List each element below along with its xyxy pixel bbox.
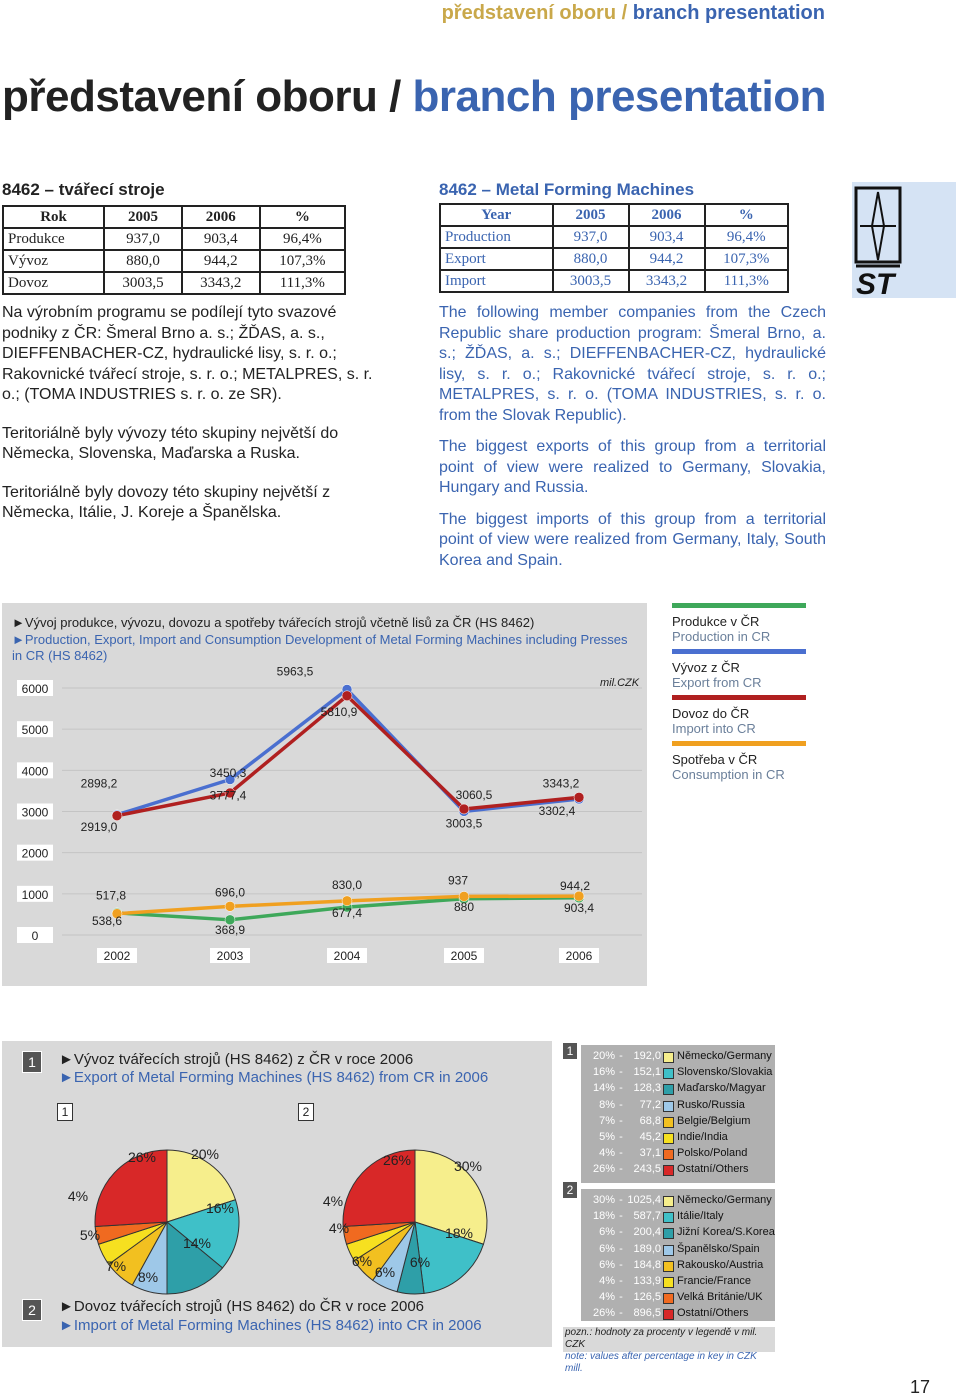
logo-emblem-icon — [852, 182, 956, 298]
table-cell: 944,2 — [182, 250, 260, 272]
legend-separator: - — [619, 1291, 623, 1304]
data-label: 2898,2 — [80, 776, 118, 791]
legend-value: 192,0 — [633, 1050, 661, 1062]
x-tick-label: 2004 — [333, 949, 361, 963]
legend-separator: - — [619, 1242, 623, 1255]
en-data-table — [439, 203, 789, 293]
data-point — [342, 691, 352, 701]
pie-slice-label: 30% — [453, 1158, 483, 1174]
en_section-col-header: 2006 — [629, 204, 705, 226]
legend-value: 587,7 — [633, 1210, 661, 1223]
legend-pct: 20% — [592, 1050, 615, 1062]
pie-slice-label: 16% — [205, 1200, 235, 1216]
legend-name: Velká Británie/UK — [677, 1291, 763, 1304]
data-point — [459, 804, 469, 814]
cz-paragraph: Teritoriálně byly dovozy této skupiny největší z Německa, Itálie, J. Koreje a Španělska. — [2, 483, 331, 521]
legend-pct: 6% — [599, 1242, 615, 1255]
pie2-small-badge: 2 — [298, 1103, 314, 1121]
x-tick-label: 2003 — [216, 949, 244, 963]
running-header: představení oboru / branch presentation — [441, 2, 825, 24]
legend-value: 133,9 — [633, 1275, 661, 1287]
cz-paragraph: Na výrobním programu se podílejí tyto svazové podniky z ČR: Šmeral Brno a. s.; ŽĎAS, a. s., DIEFFENBACHER-CZ, hydraulické lisy, s. r. o.; Rakovnické tvářecí stroje, s. r. o.; METALPRES, s. r. o.; (TOMA INDUSTRIES s. r. o. ze SR). — [2, 304, 373, 403]
data-label: 3450,3 — [209, 765, 247, 780]
legend-pct: 30% — [592, 1194, 615, 1206]
data-label: 677,4 — [331, 906, 363, 921]
en-text — [439, 303, 826, 582]
legend-name: Indie/India — [677, 1131, 728, 1143]
legend-swatch — [663, 1052, 674, 1063]
legend-swatch — [663, 1196, 674, 1207]
data-label: 2919,0 — [80, 819, 118, 834]
table-row — [3, 250, 345, 272]
cz_section-col-header: % — [260, 206, 345, 228]
cz-text — [2, 303, 394, 535]
legend-label: Spotřeba v ČR — [672, 752, 758, 767]
pie-charts-panel — [2, 1041, 552, 1347]
legend-item — [672, 603, 812, 644]
table-cell: 3003,5 — [104, 272, 182, 294]
cz-data-table — [2, 205, 346, 295]
legend-name: Rakousko/Austria — [677, 1258, 764, 1271]
legend-label: Vývoz z ČR — [672, 660, 740, 675]
data-label: 696,0 — [214, 885, 246, 900]
pie2-title: ►Dovoz tvářecích strojů (HS 8462) do ČR v roce 2006 — [59, 1298, 425, 1315]
legend-row — [581, 1114, 775, 1129]
legend-row — [581, 1162, 775, 1177]
pie2-subtitle: ►Import of Metal Forming Machines (HS 8462) into CR in 2006 — [59, 1317, 482, 1334]
data-label: 5810,9 — [320, 704, 358, 719]
cz_section-col-header: 2006 — [182, 206, 260, 228]
legend-value: 45,2 — [639, 1131, 661, 1143]
cz-paragraph: Teritoriálně byly vývozy této skupiny největší do Německa, Slovenska, Maďarska a Ruska. — [2, 424, 339, 462]
legend-swatch — [672, 649, 806, 654]
legend-row — [581, 1242, 775, 1257]
data-label: 368,9 — [214, 922, 246, 937]
table-cell: Dovoz — [3, 272, 104, 294]
en_section-col-header: 2005 — [553, 204, 629, 226]
pie-legend-badge-2: 2 — [563, 1182, 577, 1198]
table-cell: 880,0 — [553, 248, 629, 270]
data-label: 3777,4 — [209, 788, 247, 803]
legend-row — [581, 1130, 775, 1145]
cz-section-heading: 8462 – tvářecí stroje — [2, 180, 165, 199]
table-row — [440, 248, 788, 270]
data-label: 880 — [453, 899, 475, 914]
cz_section-col-header: Rok — [3, 206, 104, 228]
legend-separator: - — [619, 1050, 623, 1062]
table-cell: Import — [440, 270, 553, 292]
legend-separator: - — [619, 1194, 623, 1206]
cz_section-col-header: 2005 — [104, 206, 182, 228]
legend-row — [581, 1049, 775, 1064]
legend-label-en: Export from CR — [672, 675, 762, 690]
pie1-title: ►Vývoz tvářecích strojů (HS 8462) z ČR v roce 2006 — [59, 1051, 414, 1068]
legend-name: Německo/Germany — [677, 1194, 772, 1206]
legend-name: Ostatní/Others — [677, 1307, 749, 1320]
pie-slice-label: 18% — [444, 1225, 474, 1241]
legend-swatch — [663, 1228, 674, 1239]
legend-row — [581, 1258, 775, 1273]
data-label: 517,8 — [95, 888, 127, 903]
pie-legend-note: pozn.: hodnoty za procenty v legendě v mil. CZK note: values after percentage in key in CZK mill. — [563, 1327, 775, 1352]
legend-swatch — [663, 1165, 674, 1176]
table-row — [3, 272, 345, 294]
legend-label-en: Import into CR — [672, 721, 756, 736]
table-cell: 107,3% — [705, 248, 788, 270]
legend-label-en: Production in CR — [672, 629, 771, 644]
legend-pct: 8% — [599, 1098, 615, 1111]
legend-pct: 16% — [592, 1066, 615, 1079]
legend-name: Slovensko/Slovakia — [677, 1066, 773, 1079]
legend-row — [581, 1081, 775, 1096]
legend-value: 184,8 — [633, 1258, 661, 1271]
pie-slice-label: 4% — [328, 1220, 350, 1236]
legend-value: 200,4 — [633, 1226, 661, 1239]
line-chart-subtitle: ►Production, Export, Import and Consumption Development of Metal Forming Machines including Presses in CR (HS 8462) — [12, 632, 628, 663]
pie-slice-label: 4% — [67, 1188, 89, 1204]
data-label: 903,4 — [563, 900, 595, 915]
line-chart-legend — [672, 603, 832, 783]
x-tick-label: 2005 — [450, 949, 478, 963]
table-cell: 903,4 — [629, 226, 705, 248]
legend-label: Produkce v ČR — [672, 614, 760, 629]
legend-swatch — [663, 1245, 674, 1256]
legend-swatch — [672, 695, 806, 700]
pie1-badge: 1 — [22, 1051, 42, 1073]
pie-slice-label: 5% — [79, 1227, 101, 1243]
pie-slice-label: 6% — [351, 1253, 373, 1269]
legend-name: Francie/France — [677, 1275, 751, 1287]
legend-value: 37,1 — [639, 1147, 661, 1160]
legend-name: Maďarsko/Magyar — [677, 1082, 766, 1095]
legend-label-en: Consumption in CR — [672, 767, 785, 782]
data-label: 538,6 — [91, 913, 123, 928]
legend-swatch — [663, 1068, 674, 1079]
legend-name: Španělsko/Spain — [677, 1242, 760, 1255]
table-cell: 937,0 — [104, 228, 182, 250]
table-cell: Export — [440, 248, 553, 270]
legend-name: Polsko/Poland — [677, 1147, 748, 1160]
page-number: 17 — [909, 1377, 930, 1397]
legend-value: 1025,4 — [627, 1194, 661, 1206]
legend-value: 189,0 — [633, 1242, 661, 1255]
legend-pct: 4% — [599, 1291, 615, 1304]
data-label: 830,0 — [331, 877, 363, 892]
table-cell: 111,3% — [260, 272, 345, 294]
legend-pct: 26% — [592, 1307, 615, 1320]
legend-swatch — [663, 1149, 674, 1160]
data-label: 3003,5 — [445, 816, 483, 831]
legend-item — [672, 741, 812, 782]
legend-value: 128,3 — [633, 1082, 661, 1095]
legend-row — [581, 1065, 775, 1080]
pie-slice-label: 20% — [190, 1146, 220, 1162]
table-cell: 111,3% — [705, 270, 788, 292]
table-row — [440, 226, 788, 248]
legend-pct: 4% — [599, 1147, 615, 1160]
legend-row — [581, 1225, 775, 1240]
pie1-small-badge: 1 — [57, 1103, 73, 1121]
pie-slice-label: 14% — [182, 1235, 212, 1251]
table-cell: 96,4% — [705, 226, 788, 248]
line-chart-panel — [2, 603, 647, 986]
x-tick-label: 2002 — [103, 949, 131, 963]
pie-slice-label: 8% — [137, 1269, 159, 1285]
en-paragraph: The biggest exports of this group from a territorial point of view were realized to Germany, Slovakia, Hungary and Russia. — [439, 438, 826, 496]
legend-label: Dovoz do ČR — [672, 706, 750, 721]
y-tick-label: 6000 — [21, 682, 49, 696]
legend-separator: - — [619, 1082, 623, 1095]
table-cell: 880,0 — [104, 250, 182, 272]
legend-separator: - — [619, 1114, 623, 1127]
legend-name: Rusko/Russia — [677, 1098, 745, 1111]
legend-swatch — [672, 603, 806, 608]
y-tick-label: 5000 — [21, 723, 49, 738]
legend-pct: 6% — [599, 1226, 615, 1239]
table-cell: 107,3% — [260, 250, 345, 272]
en-section-heading: 8462 – Metal Forming Machines — [439, 180, 695, 199]
data-point — [342, 896, 352, 906]
pie2-legend-list — [581, 1189, 775, 1321]
legend-swatch — [663, 1261, 674, 1272]
legend-separator: - — [619, 1275, 623, 1287]
table-cell: 3343,2 — [182, 272, 260, 294]
legend-row — [581, 1193, 775, 1208]
legend-value: 68,8 — [639, 1114, 661, 1127]
legend-pct: 26% — [592, 1163, 615, 1176]
en-paragraph: The biggest imports of this group from a territorial point of view were realized from Germany, Italy, South Korea and Spain. — [439, 510, 826, 569]
legend-pct: 6% — [599, 1258, 615, 1271]
en-paragraph: The following member companies from the Czech Republic share production program: Šmeral Brno, a. s.; ŽĎAS, a. s.; DIEFFENBACHER-CZ, hydraulické lisy, s. r. o.; Rakovnické tvářecí stroje, s. r. o.; METALPRES, s. r. o. (TOMA INDUSTRIES, s. r. o. from the Slovak Republic). — [439, 304, 826, 424]
line-chart-title: ►Vývoj produkce, vývozu, dovozu a spotřeby tvářecích strojů včetně lisů za ČR (HS 8462) — [12, 615, 535, 630]
table-row — [3, 228, 345, 250]
table-row — [440, 270, 788, 292]
legend-pct: 4% — [599, 1275, 615, 1287]
legend-separator: - — [619, 1163, 623, 1176]
pie1-legend-list — [581, 1045, 775, 1183]
legend-separator: - — [619, 1307, 623, 1320]
legend-pct: 18% — [592, 1210, 615, 1223]
table-cell: Produkce — [3, 228, 104, 250]
data-label: 937 — [447, 873, 469, 888]
y-tick-label: 2000 — [21, 846, 49, 861]
legend-swatch — [663, 1084, 674, 1095]
legend-pct: 7% — [599, 1114, 615, 1127]
legend-row — [581, 1306, 775, 1321]
pie2-badge: 2 — [22, 1299, 42, 1321]
legend-pct: 5% — [599, 1131, 615, 1143]
pie-legend — [563, 1041, 775, 1374]
legend-swatch — [663, 1133, 674, 1144]
legend-swatch — [663, 1117, 674, 1128]
page-title: představení oboru / branch presentation — [2, 72, 826, 121]
legend-name: Německo/Germany — [677, 1050, 772, 1062]
table-cell: Production — [440, 226, 553, 248]
x-tick-label: 2006 — [565, 949, 593, 963]
association-logo — [852, 182, 956, 298]
table-cell: 944,2 — [629, 248, 705, 270]
table-cell: 3003,5 — [553, 270, 629, 292]
legend-swatch — [663, 1212, 674, 1223]
legend-name: Jižní Korea/S.Korea — [677, 1226, 775, 1239]
table-cell: 3343,2 — [629, 270, 705, 292]
table-cell: Vývoz — [3, 250, 104, 272]
data-point — [225, 901, 235, 911]
legend-row — [581, 1290, 775, 1305]
en_section-col-header: % — [705, 204, 788, 226]
legend-row — [581, 1274, 775, 1289]
data-label: 3302,4 — [538, 804, 576, 819]
pie-slice-label: 6% — [409, 1254, 431, 1270]
table-cell: 903,4 — [182, 228, 260, 250]
unit-label: mil.CZK — [600, 677, 640, 689]
data-label: 5963,5 — [276, 664, 314, 679]
legend-item — [672, 695, 812, 736]
pie-legend-badge-1: 1 — [563, 1043, 577, 1059]
legend-separator: - — [619, 1226, 623, 1239]
legend-separator: - — [619, 1210, 623, 1223]
legend-separator: - — [619, 1131, 623, 1143]
legend-separator: - — [619, 1066, 623, 1079]
legend-swatch — [663, 1293, 674, 1304]
y-tick-label: 3000 — [21, 805, 49, 820]
legend-name: Belgie/Belgium — [677, 1114, 751, 1127]
legend-separator: - — [619, 1147, 623, 1160]
pie-slice-label: 26% — [127, 1149, 157, 1165]
en_section-col-header: Year — [440, 204, 553, 226]
y-tick-label: 0 — [31, 929, 39, 943]
legend-name: Itálie/Italy — [677, 1210, 724, 1223]
legend-value: 126,5 — [633, 1291, 661, 1304]
legend-swatch — [663, 1277, 674, 1288]
pie-slice-label: 6% — [374, 1264, 396, 1280]
legend-pct: 14% — [592, 1082, 615, 1095]
y-tick-label: 1000 — [21, 887, 49, 902]
pie-slice-label: 26% — [382, 1152, 412, 1168]
legend-item — [672, 649, 812, 690]
pie-slice-label: 7% — [105, 1258, 127, 1274]
line-chart — [2, 603, 647, 986]
legend-swatch — [663, 1101, 674, 1112]
legend-name: Ostatní/Others — [677, 1163, 749, 1176]
legend-row — [581, 1146, 775, 1161]
table-cell: 937,0 — [553, 226, 629, 248]
legend-row — [581, 1098, 775, 1113]
pie1-subtitle: ►Export of Metal Forming Machines (HS 8462) from CR in 2006 — [59, 1069, 489, 1086]
data-point — [574, 792, 584, 802]
legend-row — [581, 1209, 775, 1224]
data-label: 3343,2 — [542, 776, 580, 791]
legend-separator: - — [619, 1098, 623, 1111]
legend-value: 152,1 — [633, 1066, 661, 1079]
legend-swatch — [663, 1309, 674, 1320]
legend-separator: - — [619, 1258, 623, 1271]
table-cell: 96,4% — [260, 228, 345, 250]
y-tick-label: 4000 — [21, 764, 49, 779]
legend-swatch — [672, 741, 806, 746]
legend-value: 896,5 — [633, 1307, 661, 1320]
pie-slice-label: 4% — [322, 1193, 344, 1209]
legend-value: 77,2 — [639, 1098, 661, 1111]
data-label: 944,2 — [559, 879, 591, 894]
legend-value: 243,5 — [633, 1163, 661, 1176]
svg-text:ST: ST — [856, 268, 895, 298]
data-label: 3060,5 — [455, 788, 493, 803]
